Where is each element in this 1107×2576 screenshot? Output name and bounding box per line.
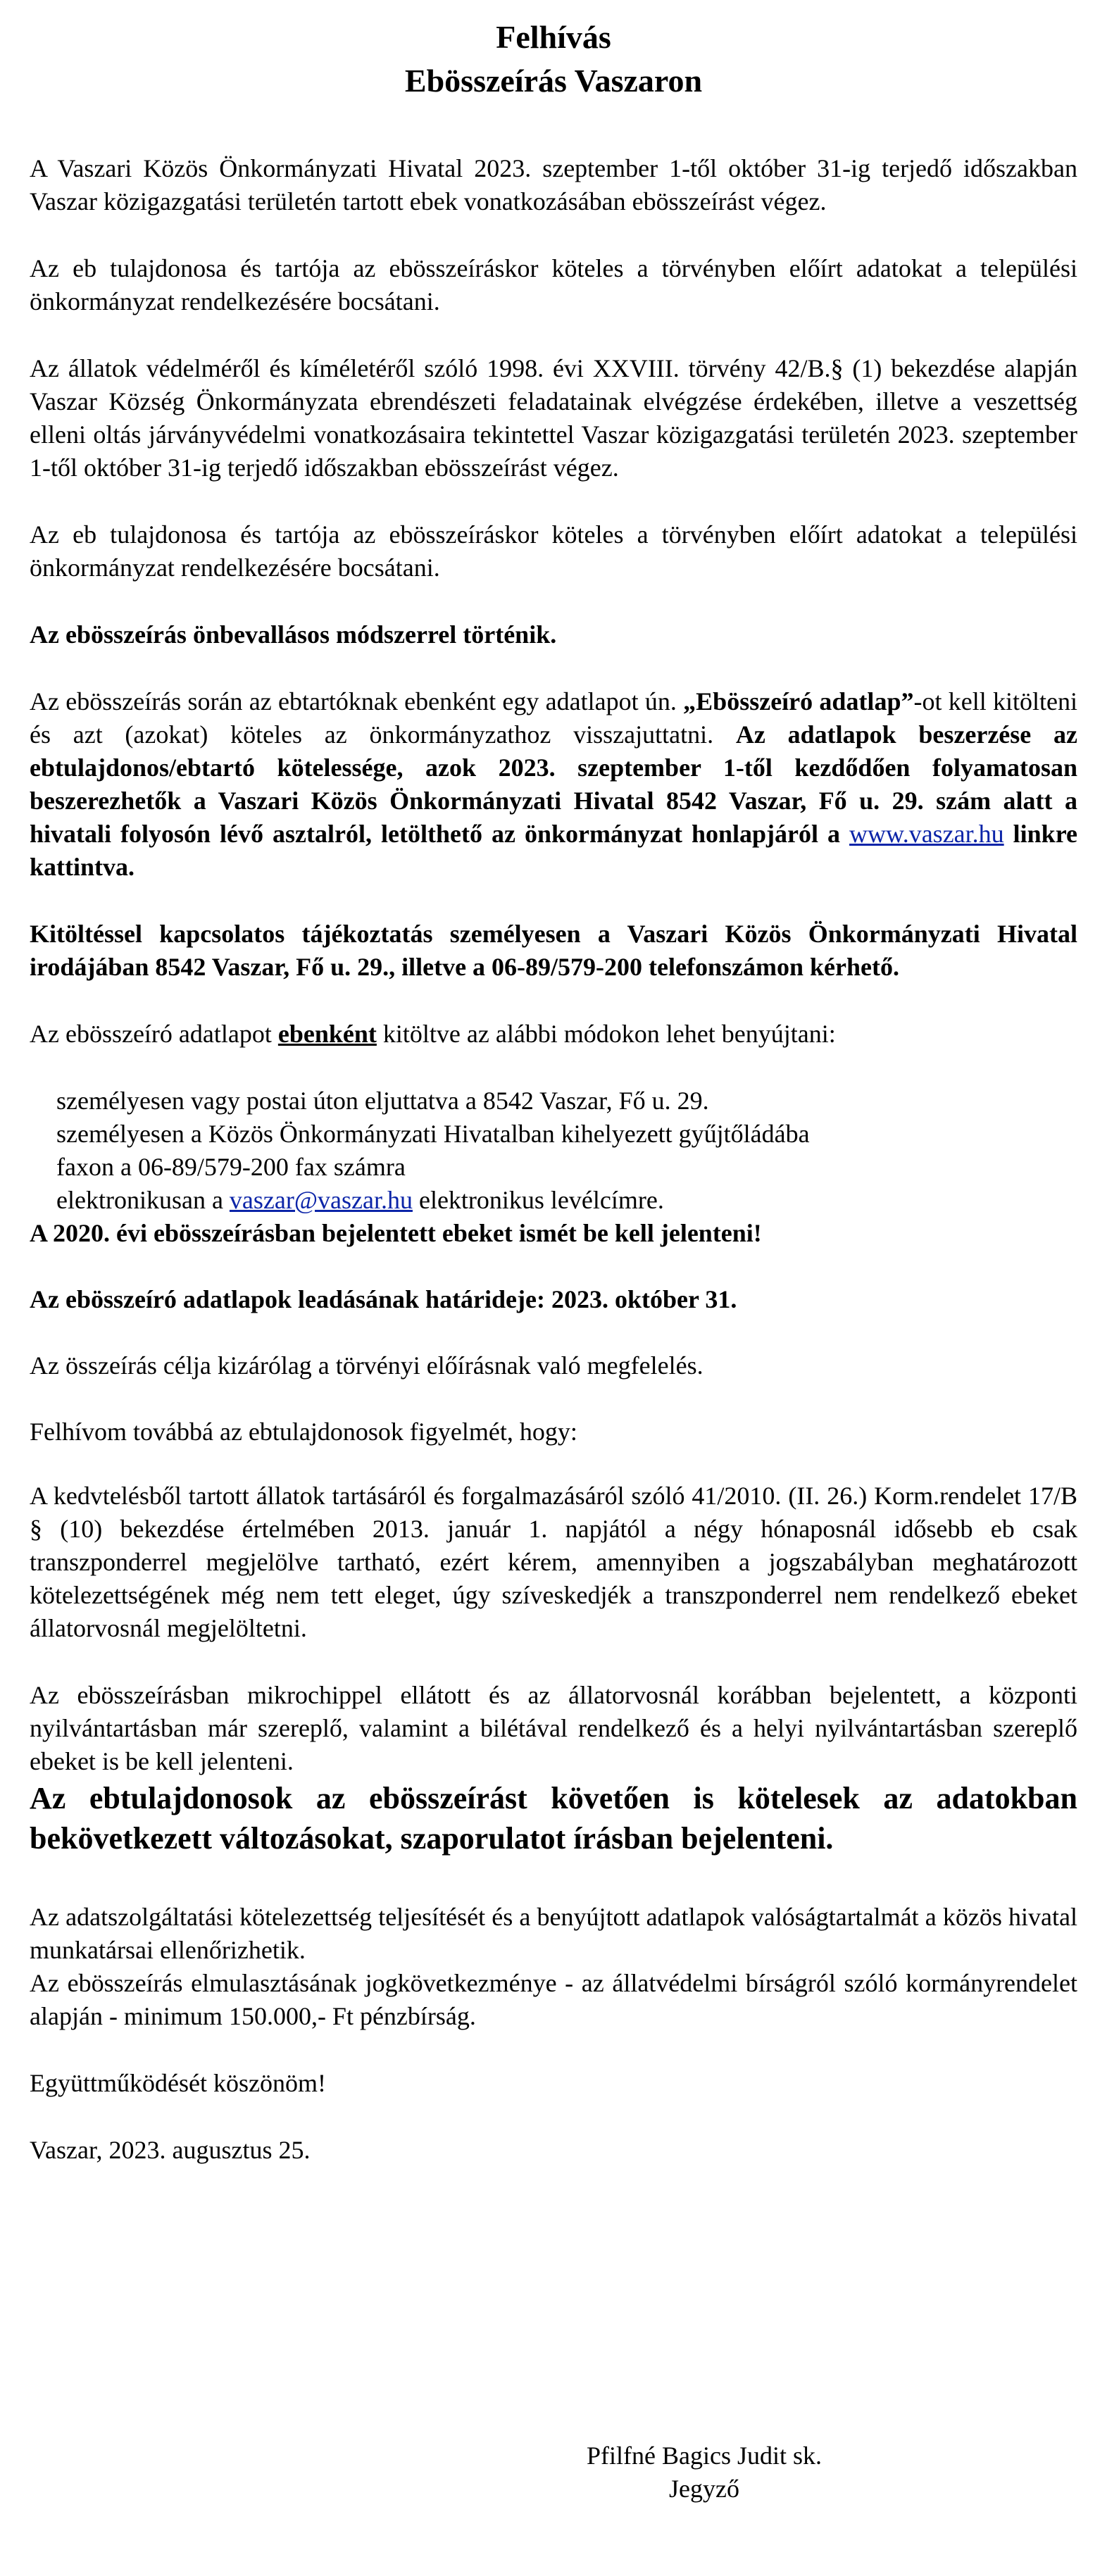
submission-method-fax: faxon a 06-89/579-200 fax számra [56,1153,406,1181]
paragraph-owner-duty: Az eb tulajdonosa és tartója az ebösszeíráskor köteles a törvényben előírt adatokat a települési önkormányzat rendelkezésére bocsátani. [30,254,1077,315]
paragraph-submission-intro [30,1018,1077,1051]
paragraph-attention: Felhívom továbbá az ebtulajdonosok figyelmét, hogy: [30,1418,577,1446]
paragraph-self-declaration: Az ebösszeírás önbevallásos módszerrel történik. [30,620,557,649]
submission-method-email [56,1184,1077,1217]
paragraph-penalty: Az ebösszeírás elmulasztásának jogkövetkezménye - az állatvédelmi bírságról szóló kormányrendelet alapján - minimum 150.000,- Ft pénzbírság. [30,1969,1077,2030]
paragraph-verification: Az adatszolgáltatási kötelezettség teljesítését és a benyújtott adatlapok valóságtartalmát a közös hivatal munkatársai ellenőrizhetik. [30,1903,1077,1964]
form-availability-text: Az adatlapok beszerzése az ebtulajdonos/ebtartó kötelessége, azok 2023. szeptember 1-től kezdődően folyamatosan beszerezhetők a Vaszari Közös Önkormányzati Hivatal 8542 Vaszar, Fő u. 29. szám alatt a hivatali folyosón lévő asztalról, letölthető az önkormányzat honlapjáról a [30,720,1077,848]
form-availability-end: linkre kattintva. [30,820,1078,881]
paragraph-intro: A Vaszari Közös Önkormányzati Hivatal 2023. szeptember 1-től október 31-ig terjedő időszakban Vaszar közigazgatási területén tartott ebek vonatkozásában ebösszeírást végez. [30,154,1077,215]
email-link[interactable]: vaszar@vaszar.hu [229,1186,413,1214]
paragraph-contact-info: Kitöltéssel kapcsolatos tájékoztatás személyesen a Vaszari Közös Önkormányzati Hivatal irodájában 8542 Vaszar, Fő u. 29., illetve a 06-89/579-200 telefonszámon kérhető. [30,920,1077,981]
title-line-2: Ebösszeírás Vaszaron [404,63,703,99]
paragraph-transponder-rule: A kedvtelésből tartott állatok tartásáról és forgalmazásáról szóló 41/2010. (II. 26.) Korm.rendelet 17/B § (10) bekezdése értelmében 2013. január 1. napjától a négy hónaposnál idősebb eb csak transzponderrel megjelölve tartható, ezért kérem, amennyiben a jogszabályban meghatározott kötelezettségének még nem tett eleget, úgy szíveskedjék a transzponderrel nem rendelkező ebeket állatorvosnál megjelöltetni. [30,1482,1077,1642]
form-instructions-text-1: Az ebösszeírás során az ebtartóknak ebenként egy adatlapot ún. [30,687,684,715]
paragraph-purpose: Az összeírás célja kizárólag a törvényi előírásnak való megfelelés. [30,1351,703,1380]
document-date: Vaszar, 2023. augusztus 25. [30,2136,311,2164]
paragraph-re-register-notice: A 2020. évi ebösszeírásban bejelentett ebeket ismét be kell jelenteni! [30,1219,762,1247]
title-line-1: Felhívás [496,19,611,55]
submission-method-in-person-post: személyesen vagy postai úton eljuttatva a 8542 Vaszar, Fő u. 29. [56,1087,709,1115]
paragraph-owner-duty-repeat: Az eb tulajdonosa és tartója az ebösszeíráskor köteles a törvényben előírt adatokat a települési önkormányzat rendelkezésére bocsátani. [30,520,1077,582]
website-link[interactable]: www.vaszar.hu [849,820,1004,848]
signatory-name: Pfilfné Bagics Judit sk. [587,2441,822,2470]
signature-block [493,2439,915,2506]
email-method-text-2: elektronikus levélcímre. [412,1186,664,1214]
submission-methods-list [30,1084,1077,1217]
page-title [30,0,1077,103]
paragraph-deadline: Az ebösszeíró adatlapok leadásának határideje: 2023. október 31. [30,1285,737,1313]
form-instructions-text-2: -ot kell kitölteni és azt (azokat) köteles az önkormányzathoz visszajuttatni. [30,687,1077,749]
per-dog-emphasis: ebenként [277,1020,377,1048]
paragraph-legal-basis: Az állatok védelméről és kíméletéről szóló 1998. évi XXVIII. törvény 42/B.§ (1) bekezdése alapján Vaszar Község Önkormányzata ebrendészeti feladatainak elvégzése érdekében, illetve a veszettség elleni oltás járványvédelmi vonatkozásaira tekintettel Vaszar közigazgatási területén 2023. szeptember 1-től október 31-ig terjedő időszakban ebösszeírást végez. [30,354,1077,482]
submission-method-collection-box: személyesen a Közös Önkormányzati Hivatalban kihelyezett gyűjtőládába [56,1120,810,1148]
form-name-quote: „Ebösszeíró adatlap” [683,687,914,715]
paragraph-change-reporting: Az ebtulajdonosok az ebösszeírást követően is kötelesek az adatokban bekövetkezett változásokat, szaporulatot írásban bejelenteni. [30,1781,1077,1856]
paragraph-microchip-notice: Az ebösszeírásban mikrochippel ellátott és az állatorvosnál korábban bejelentett, a központi nyilvántartásban már szereplő, valamint a bilétával rendelkező és a helyi nyilvántartásban szereplő ebeket is be kell jelenteni. [30,1681,1077,1775]
paragraph-thanks: Együttműködését köszönöm! [30,2069,326,2097]
signatory-role: Jegyző [669,2475,739,2503]
submission-intro-text-1: Az ebösszeíró adatlapot [30,1020,278,1048]
submission-intro-text-2: kitöltve az alábbi módokon lehet benyújtani: [376,1020,836,1048]
email-method-text-1: elektronikusan a [56,1186,230,1214]
paragraph-form-instructions [30,685,1077,884]
